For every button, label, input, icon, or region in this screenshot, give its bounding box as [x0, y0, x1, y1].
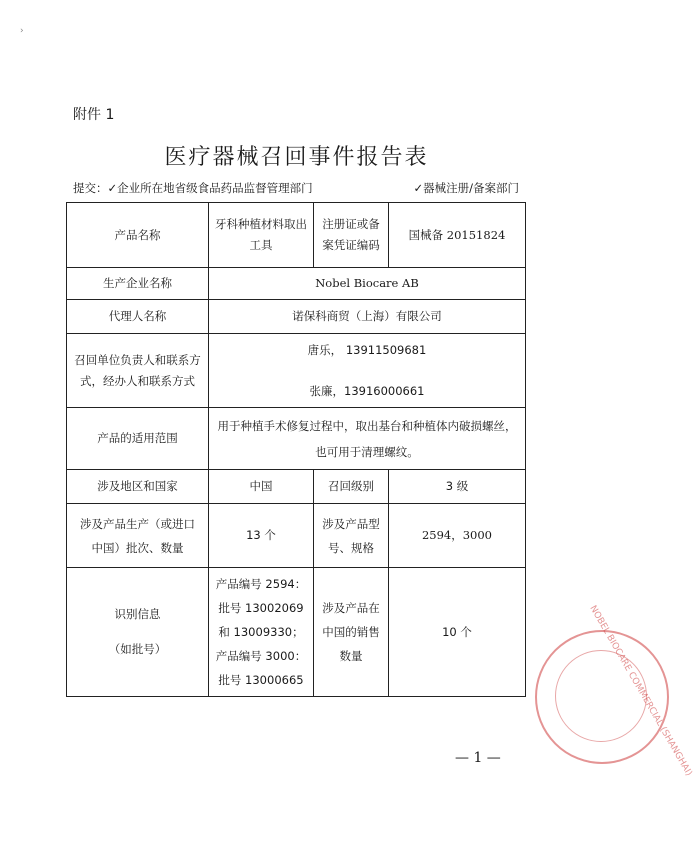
table-row	[67, 408, 526, 470]
agent-value: 诺保科商贸（上海）有限公司	[209, 300, 526, 334]
submit-to-provincial: 提交：✓企业所在地省级食品药品监督管理部门	[73, 181, 313, 195]
region-label: 涉及地区和国家	[67, 470, 209, 504]
registration-label: 注册证或备案凭证编码	[314, 203, 389, 268]
scope-value: 用于种植手术修复过程中，取出基台和种植体内破损螺丝，也可用于清理螺纹。	[209, 408, 526, 470]
batch-value: 13 个	[209, 504, 314, 568]
model-value: 2594，3000	[389, 504, 526, 568]
manufacturer-value: Nobel Biocare AB	[209, 268, 526, 300]
id-info-label-main: 识别信息	[114, 607, 161, 621]
contact-person-2: 张廉，13916000661	[309, 383, 425, 398]
table-row	[67, 268, 526, 300]
table-row	[67, 504, 526, 568]
scan-mark: ›	[20, 26, 24, 36]
recall-level-label: 召回级别	[314, 470, 389, 504]
table-row	[67, 470, 526, 504]
table-row	[67, 203, 526, 268]
table-row	[67, 300, 526, 334]
scope-label: 产品的适用范围	[67, 408, 209, 470]
attachment-label: 附件 1	[73, 107, 115, 123]
id-info-value: 产品编号 2594：批号 13002069 和 13009330；产品编号 3000：批号 13000665	[209, 568, 314, 697]
region-value: 中国	[209, 470, 314, 504]
recall-report-table	[66, 202, 526, 697]
table-row	[67, 334, 526, 408]
model-label: 涉及产品型号、规格	[314, 504, 389, 568]
registration-value: 国械备 20151824	[389, 203, 526, 268]
contact-value	[209, 334, 526, 408]
product-name-label: 产品名称	[67, 203, 209, 268]
batch-label: 涉及产品生产（或进口中国）批次、数量	[67, 504, 209, 568]
manufacturer-label: 生产企业名称	[67, 268, 209, 300]
agent-label: 代理人名称	[67, 300, 209, 334]
contact-label: 召回单位负责人和联系方式，经办人和联系方式	[67, 334, 209, 408]
product-name-value: 牙科种植材料取出工具	[209, 203, 314, 268]
document-title: 医疗器械召回事件报告表	[164, 145, 429, 170]
page-number: — 1 —	[455, 750, 501, 766]
company-seal	[535, 604, 694, 778]
id-info-label	[67, 568, 209, 697]
submit-to-registration: ✓器械注册/备案部门	[413, 181, 519, 195]
recall-level-value: 3 级	[389, 470, 526, 504]
table-row	[67, 568, 526, 697]
seal-text: NOBEL BIOCARE COMMERCIAL (SHANGHAI)	[587, 604, 694, 778]
sales-label: 涉及产品在中国的销售数量	[314, 568, 389, 697]
contact-person-1: 唐乐， 13911509681	[307, 342, 427, 357]
id-info-label-sub: （如批号）	[108, 642, 167, 656]
sales-value: 10 个	[389, 568, 526, 697]
seal-inner-ring	[555, 650, 647, 742]
